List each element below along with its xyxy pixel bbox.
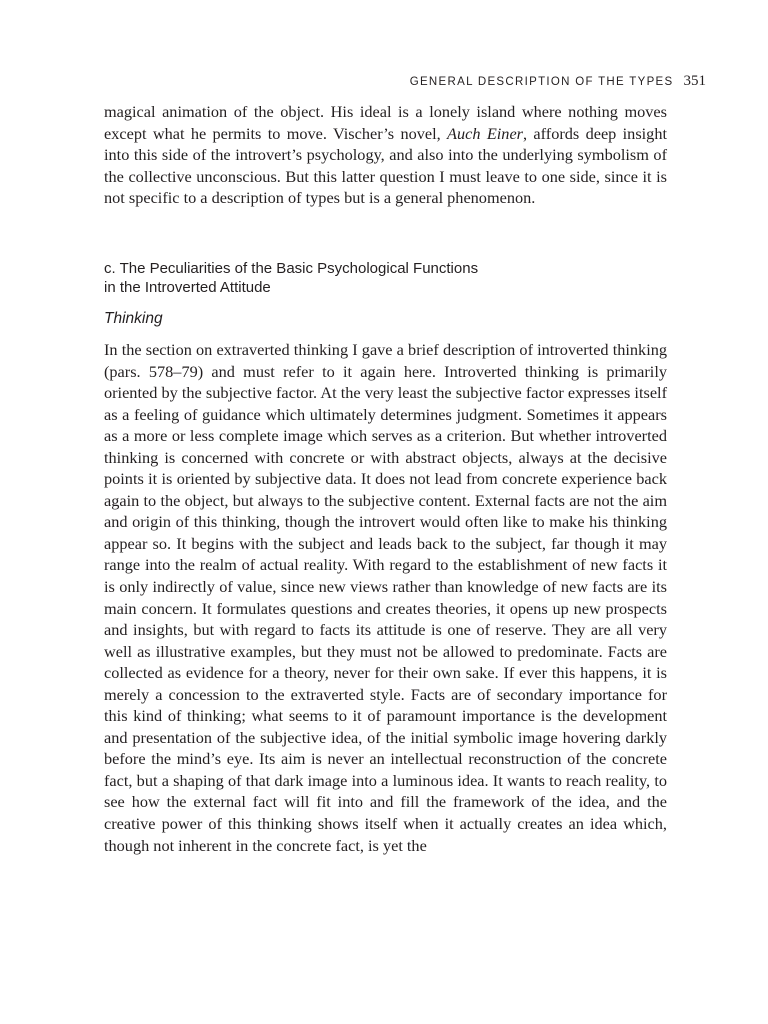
running-head (410, 73, 706, 90)
section-heading-line-2: in the Introverted Attitude (104, 279, 271, 296)
subsection-heading: Thinking (104, 310, 163, 327)
paragraph-text-before-title: magical animation of the object. His ideal is a lonely island where nothing moves except what he permits to move. Vischer’s novel, (104, 102, 667, 143)
paragraph-continuation (104, 101, 667, 209)
paragraph-thinking: In the section on extraverted thinking I gave a brief description of introverted thinking (pars. 578–79) and must refer to it again here. Introverted thinking is primarily oriented by the subjective factor. At the very least the subjective factor expresses itself as a feeling of guidance which ultimately determines judgment. Sometimes it appears as a more or less complete image which serves as a criterion. But whether introverted thinking is concerned with concrete or with abstract objects, always at the decisive points it is oriented by subjective data. It does not lead from concrete experience back again to the object, but always to the subjective content. External facts are not the aim and origin of this thinking, though the introvert would often like to make his thinking appear so. It begins with the subject and leads back to the subject, far though it may range into the realm of actual reality. With regard to the establishment of new facts it is only indirectly of value, since new views rather than knowledge of new facts are its main concern. It formulates questions and creates theories, it opens up new prospects and insights, but with regard to facts its attitude is one of reserve. They are all very well as illustrative examples, but they must not be allowed to predominate. Facts are collected as evidence for a theory, never for their own sake. If ever this happens, it is merely a concession to the extraverted style. Facts are of secondary importance for this kind of thinking; what seems to it of paramount importance is the development and presentation of the subjective idea, of the initial symbolic image hovering darkly before the mind’s eye. Its aim is never an intellectual reconstruction of the concrete fact, but a shaping of that dark image into a luminous idea. It wants to reach reality, to see how the external fact will fit into and fill the framework of the idea, and the creative power of this thinking shows itself when it actually creates an idea which, though not inherent in the concrete fact, is yet the (104, 340, 667, 855)
section-heading-line-1: c. The Peculiarities of the Basic Psychological Functions (104, 260, 479, 277)
running-title: GENERAL DESCRIPTION OF THE TYPES (409, 76, 674, 88)
section-heading (104, 259, 667, 297)
book-title: Auch Einer (447, 123, 524, 143)
page-number: 351 (683, 73, 706, 89)
paragraph-text-after-title: , affords deep insight into this side of the introvert’s psychology, and also into the underlying symbolism of the collective unconscious. But this latter question I must leave to one side, since it is not specific to a description of types but is a general phenomenon. (104, 123, 667, 208)
